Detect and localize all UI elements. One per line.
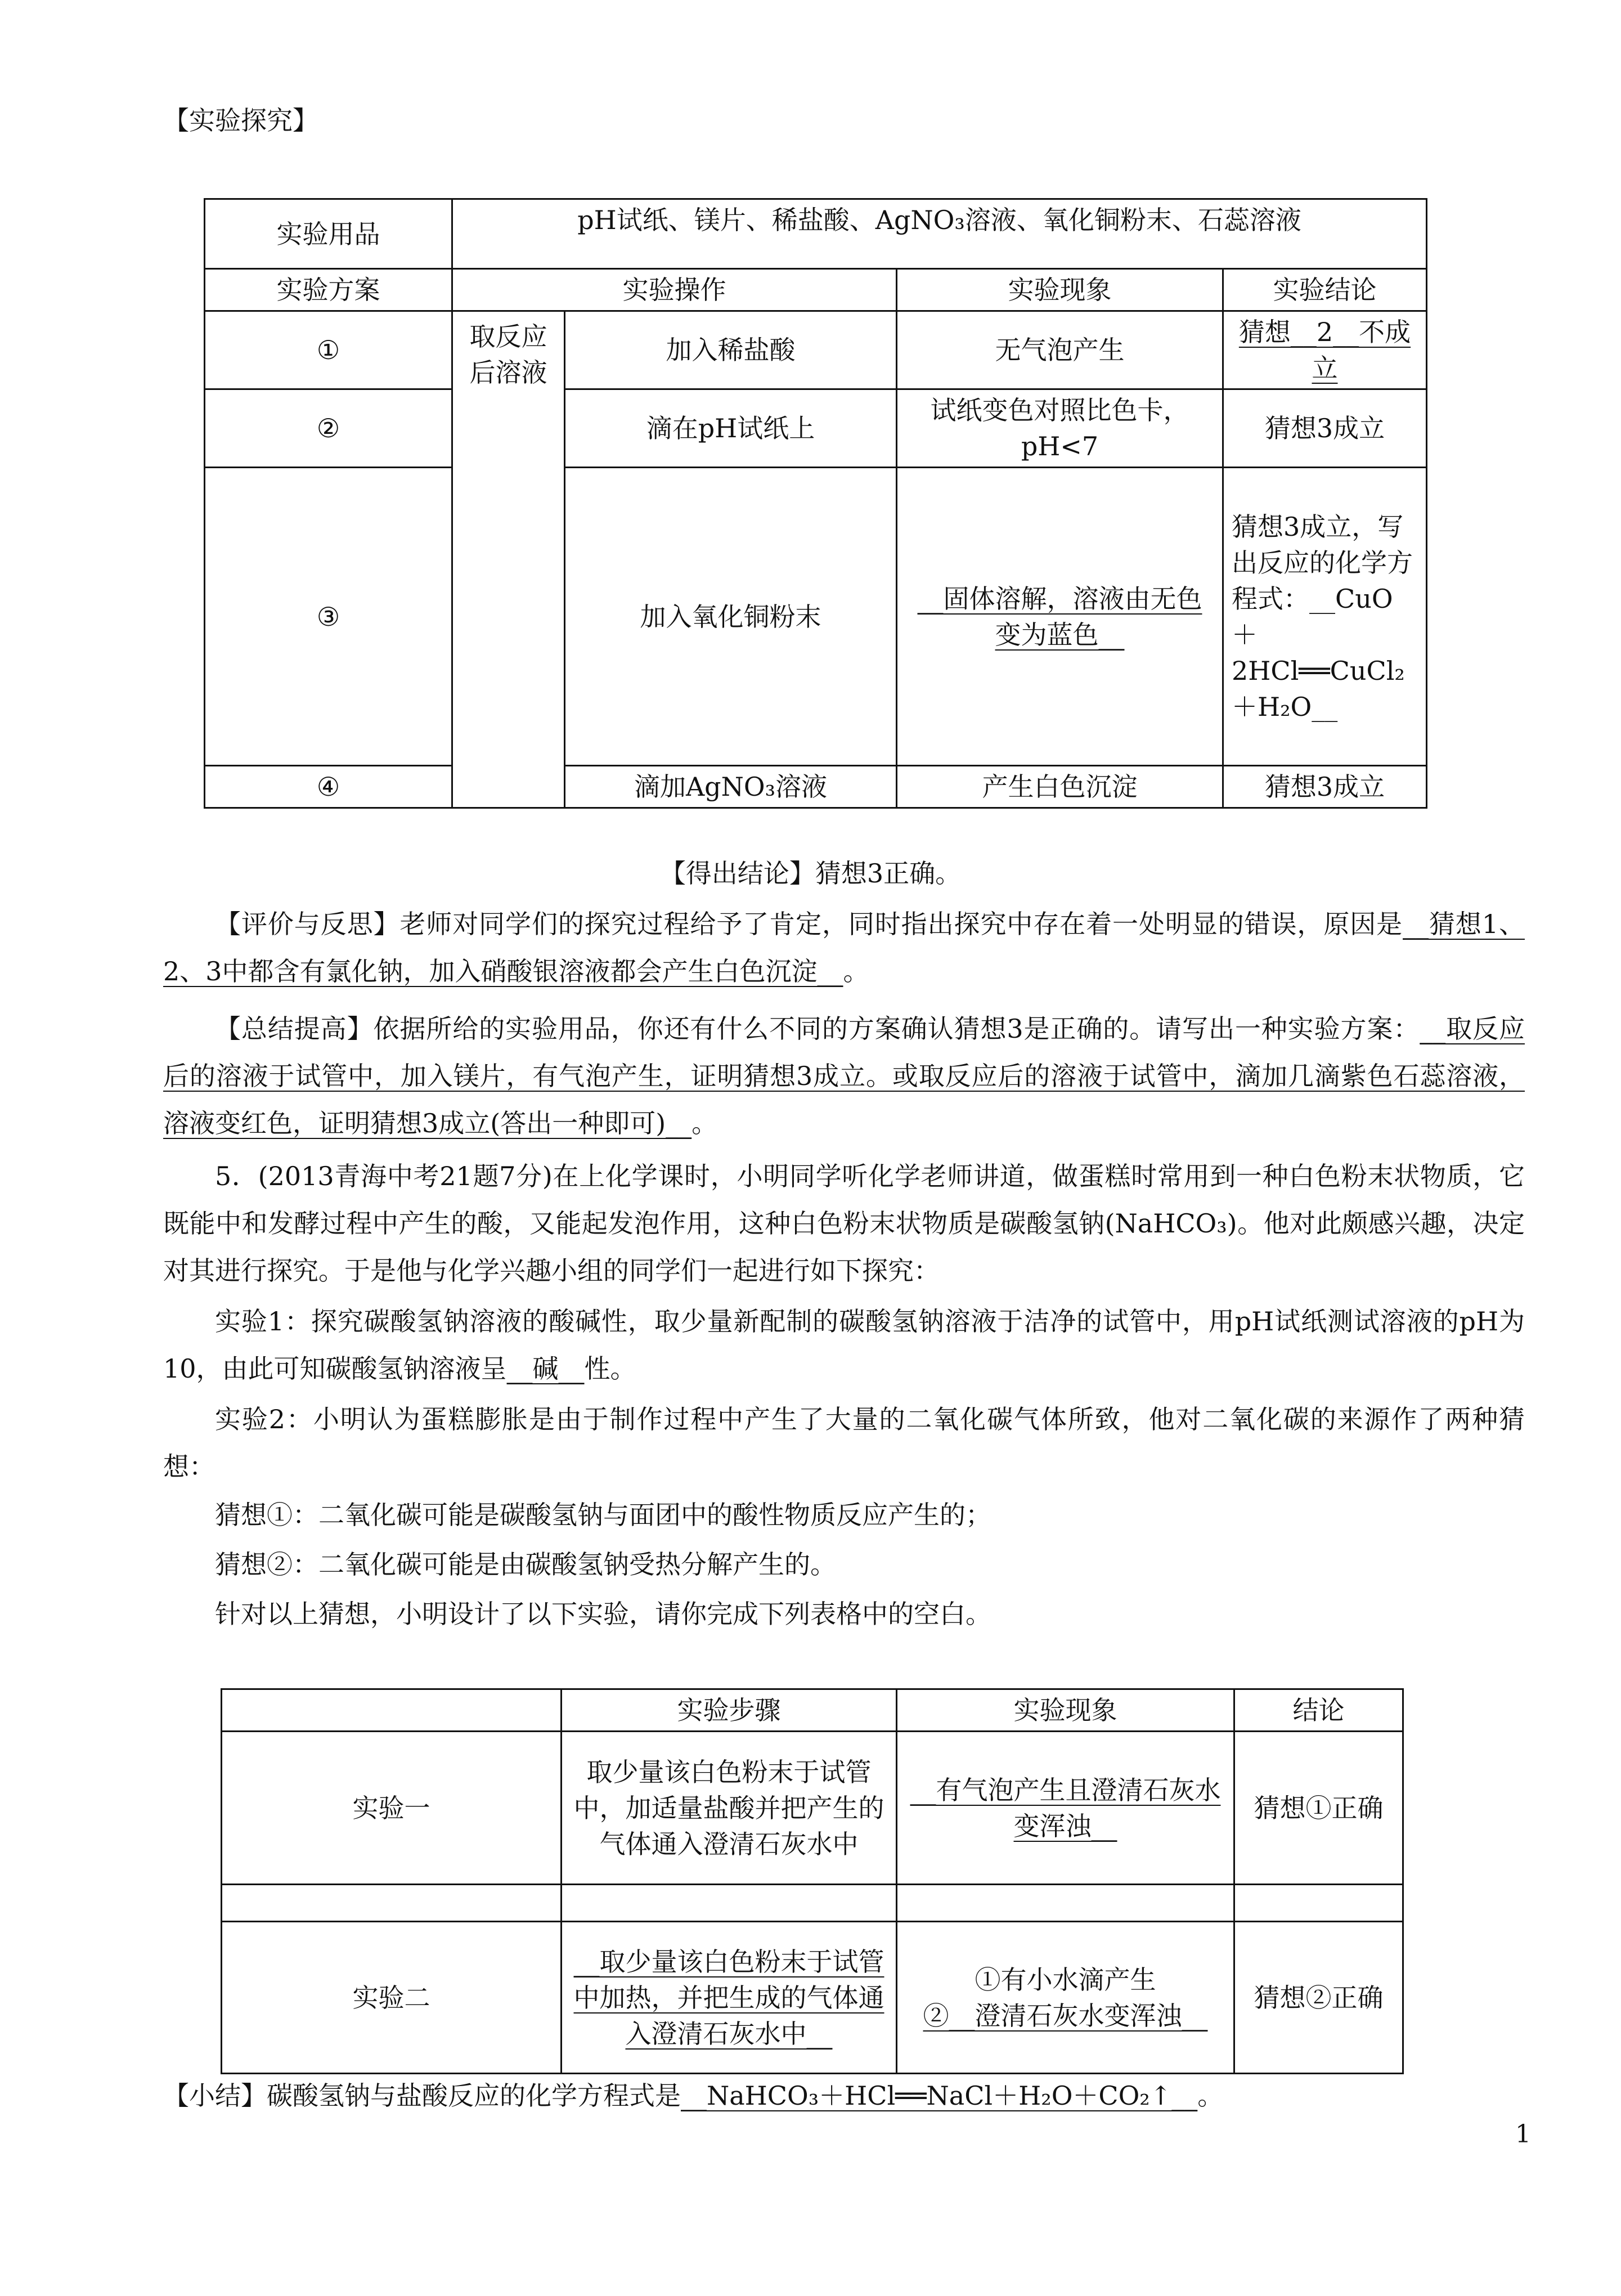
- operation-cell: 加入稀盐酸: [565, 311, 897, 389]
- table-header-row: [205, 269, 1427, 311]
- xiaojie-tail: 。: [1197, 2080, 1224, 2111]
- header-plan: 实验方案: [205, 269, 452, 311]
- question-5-intro: 5．(2013青海中考21题7分)在上化学课时，小明同学听化学老师讲道，做蛋糕时常用到一种白色粉末状物质，它既能中和发酵过程中产生的酸，又能起发泡作用，这种白色粉末状物质是碳酸氢钠(NaHCO₃)。他对此颇感兴趣，决定对其进行探究。于是他与化学兴趣小组的同学们一起进行如下探究：: [163, 1161, 1525, 1286]
- summary-lead: 【总结提高】依据所给的实验用品，你还有什么不同的方案确认猜想3是正确的。请写出一种实验方案：: [215, 1014, 1420, 1044]
- materials-row: [205, 199, 1427, 269]
- materials-list: pH试纸、镁片、稀盐酸、AgNO₃溶液、氧化铜粉末、石蕊溶液: [452, 199, 1427, 269]
- xiaojie-lead: 【小结】碳酸氢钠与盐酸反应的化学方程式是: [163, 2080, 681, 2111]
- operation-cell: 滴在pH试纸上: [565, 389, 897, 468]
- operation-cell: 加入氧化铜粉末: [565, 468, 897, 766]
- table-row: [205, 311, 1427, 389]
- design-sentence: 针对以上猜想，小明设计了以下实验，请你完成下列表格中的空白。: [215, 1599, 991, 1629]
- conclusion-cell: 猜想__2__不成立: [1223, 311, 1427, 389]
- plan-cell: ①: [205, 311, 452, 389]
- header-blank: [222, 1689, 562, 1732]
- table-header-row: [222, 1689, 1403, 1732]
- operation-cell: 滴加AgNO₃溶液: [565, 766, 897, 808]
- experiment-table-2: [221, 1688, 1404, 2074]
- table-row: [205, 389, 1427, 468]
- experiment-name: 实验二: [222, 1922, 562, 2074]
- header-conclusion: 实验结论: [1223, 269, 1427, 311]
- header-steps: 实验步骤: [562, 1689, 897, 1732]
- guess-1: 猜想①：二氧化碳可能是碳酸氢钠与面团中的酸性物质反应产生的；: [215, 1500, 991, 1530]
- table-row: [222, 1732, 1403, 1885]
- plan-cell: ②: [205, 389, 452, 468]
- experiment-1-paragraph: [163, 1298, 1525, 1392]
- conclusion-line: 【得出结论】猜想3正确。: [659, 858, 962, 889]
- experiment-name: 实验一: [222, 1732, 562, 1885]
- table-row: [222, 1885, 1403, 1922]
- phenomenon-cell: 无气泡产生: [897, 311, 1223, 389]
- plan-cell: ③: [205, 468, 452, 766]
- phenomenon-line-1: ①有小水滴产生: [975, 1964, 1156, 1995]
- experiment-2-paragraph: 实验2：小明认为蛋糕膨胀是由于制作过程中产生了大量的二氧化碳气体所致，他对二氧化碳的来源作了两种猜想：: [163, 1404, 1525, 1482]
- materials-label: 实验用品: [205, 199, 452, 269]
- exp1-answer: __碱__: [506, 1353, 585, 1384]
- phenomenon-cell: __固体溶解，溶液由无色变为蓝色__: [897, 468, 1223, 766]
- reflection-answer: __猜想1、2、3中都含有氯化钠，加入硝酸银溶液都会产生白色沉淀__: [163, 909, 1525, 986]
- phenomenon-cell: 试纸变色对照比色卡，pH<7: [897, 389, 1223, 468]
- steps-cell: 取少量该白色粉末于试管中，加适量盐酸并把产生的气体通入澄清石灰水中: [562, 1732, 897, 1885]
- phenomenon-line-2: ②__澄清石灰水变浑浊__: [923, 2000, 1208, 2031]
- section-heading: 【实验探究】: [163, 105, 318, 136]
- table-row: [205, 766, 1427, 808]
- xiaojie-line: [163, 2077, 1223, 2115]
- exp1-lead: 实验1：探究碳酸氢钠溶液的酸碱性，取少量新配制的碳酸氢钠溶液于洁净的试管中，用pH试纸测试溶液的pH为10，由此可知碳酸氢钠溶液呈: [163, 1306, 1525, 1384]
- conclusion-cell: 猜想②正确: [1234, 1922, 1403, 2074]
- phenomenon-cell: __有气泡产生且澄清石灰水变浑浊__: [897, 1732, 1234, 1885]
- conclusion-cell: 猜想3成立，写出反应的化学方程式：__CuO＋2HCl══CuCl₂＋H₂O__: [1223, 468, 1427, 766]
- steps-cell: __取少量该白色粉末于试管中加热，并把生成的气体通入澄清石灰水中__: [562, 1922, 897, 2074]
- summary-tail: 。: [691, 1108, 718, 1138]
- reflection-tail: 。: [843, 956, 869, 986]
- xiaojie-answer: __NaHCO₃＋HCl══NaCl＋H₂O＋CO₂↑__: [681, 2080, 1198, 2111]
- page-number: 1: [1515, 2120, 1531, 2149]
- summary-paragraph: [163, 1005, 1525, 1147]
- reflection-lead: 【评价与反思】老师对同学们的探究过程给予了肯定，同时指出探究中存在着一处明显的错误，原因是: [215, 909, 1403, 939]
- conclusion-cell: 猜想3成立: [1223, 766, 1427, 808]
- table-row: [222, 1922, 1403, 2074]
- group-label: 取反应后溶液: [452, 311, 565, 808]
- header-conclusion: 结论: [1234, 1689, 1403, 1732]
- phenomenon-cell: [897, 1922, 1234, 2074]
- plan-cell: ④: [205, 766, 452, 808]
- experiment-table-1: [204, 198, 1427, 809]
- header-phenomenon: 实验现象: [897, 1689, 1234, 1732]
- exp1-tail: 性。: [584, 1353, 636, 1384]
- reflection-paragraph: [163, 900, 1525, 995]
- conclusion-cell: 猜想①正确: [1234, 1732, 1403, 1885]
- header-operation: 实验操作: [452, 269, 897, 311]
- table-row: [205, 468, 1427, 766]
- summary-answer: __取反应后的溶液于试管中，加入镁片，有气泡产生，证明猜想3成立。或取反应后的溶液于试管中，滴加几滴紫色石蕊溶液，溶液变红色，证明猜想3成立(答出一种即可)__: [163, 1014, 1525, 1138]
- phenomenon-cell: 产生白色沉淀: [897, 766, 1223, 808]
- conclusion-cell: 猜想3成立: [1223, 389, 1427, 468]
- guess-2: 猜想②：二氧化碳可能是由碳酸氢钠受热分解产生的。: [215, 1549, 836, 1580]
- header-phenomenon: 实验现象: [897, 269, 1223, 311]
